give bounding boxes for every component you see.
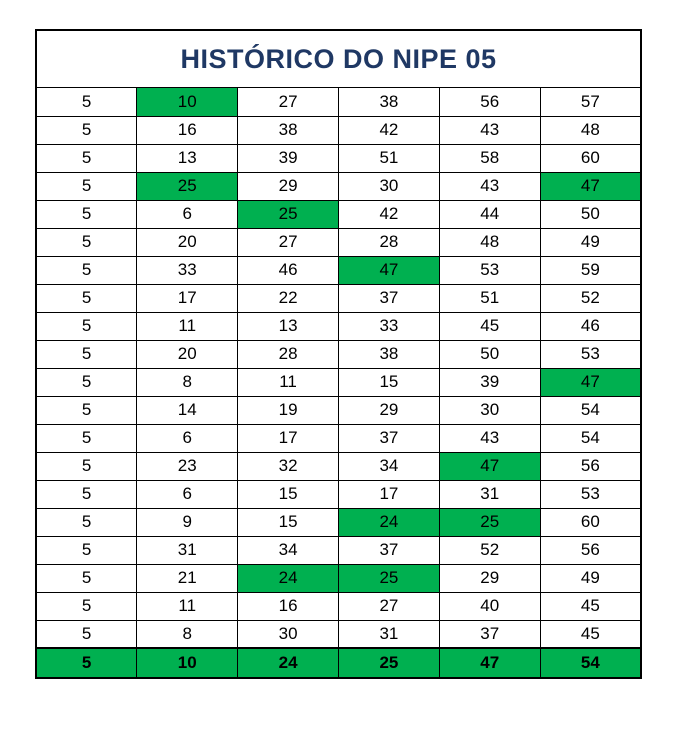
table-cell[interactable]: 17: [338, 480, 439, 508]
table-row: [36, 88, 641, 116]
total-cell[interactable]: 54: [540, 648, 641, 678]
table-cell[interactable]: 33: [137, 256, 238, 284]
table-cell[interactable]: 42: [338, 200, 439, 228]
table-row: [36, 536, 641, 564]
total-row: [36, 648, 641, 678]
table-row: [36, 228, 641, 256]
table-cell[interactable]: 37: [338, 536, 439, 564]
table-cell[interactable]: 34: [338, 452, 439, 480]
table-cell[interactable]: 5: [36, 452, 137, 480]
table-cell[interactable]: 52: [439, 536, 540, 564]
table-cell[interactable]: 14: [137, 396, 238, 424]
table-cell[interactable]: 5: [36, 620, 137, 648]
table-cell[interactable]: 5: [36, 312, 137, 340]
table-cell[interactable]: 16: [238, 592, 339, 620]
table-cell[interactable]: 5: [36, 396, 137, 424]
table-cell[interactable]: 17: [137, 284, 238, 312]
highlighted-cell[interactable]: 10: [137, 88, 238, 116]
table-cell[interactable]: 54: [540, 424, 641, 452]
table-cell[interactable]: 50: [540, 200, 641, 228]
table-cell[interactable]: 52: [540, 284, 641, 312]
table-cell[interactable]: 39: [439, 368, 540, 396]
table-row: [36, 284, 641, 312]
table-cell[interactable]: 19: [238, 396, 339, 424]
table-cell[interactable]: 54: [540, 396, 641, 424]
table-cell[interactable]: 29: [439, 564, 540, 592]
highlighted-cell[interactable]: 24: [338, 508, 439, 536]
history-table: [35, 88, 642, 679]
table-cell[interactable]: 5: [36, 592, 137, 620]
highlighted-cell[interactable]: 47: [439, 452, 540, 480]
table-cell[interactable]: 37: [338, 424, 439, 452]
highlighted-cell[interactable]: 24: [238, 564, 339, 592]
table-cell[interactable]: 37: [439, 620, 540, 648]
table-cell[interactable]: 49: [540, 564, 641, 592]
table-row: [36, 396, 641, 424]
table-cell[interactable]: 29: [338, 396, 439, 424]
total-cell[interactable]: 24: [238, 648, 339, 678]
total-cell[interactable]: 10: [137, 648, 238, 678]
highlighted-cell[interactable]: 25: [439, 508, 540, 536]
table-cell[interactable]: 28: [338, 228, 439, 256]
table-cell[interactable]: 42: [338, 116, 439, 144]
highlighted-cell[interactable]: 47: [338, 256, 439, 284]
table-cell[interactable]: 8: [137, 368, 238, 396]
table-cell[interactable]: 29: [238, 172, 339, 200]
table-cell[interactable]: 45: [540, 592, 641, 620]
spreadsheet: [35, 29, 642, 679]
table-cell[interactable]: 48: [540, 116, 641, 144]
table-cell[interactable]: 43: [439, 116, 540, 144]
table-cell[interactable]: 28: [238, 340, 339, 368]
table-cell[interactable]: 5: [36, 256, 137, 284]
total-cell[interactable]: 5: [36, 648, 137, 678]
table-cell[interactable]: 34: [238, 536, 339, 564]
table-cell[interactable]: 46: [540, 312, 641, 340]
table-cell[interactable]: 57: [540, 88, 641, 116]
table-cell[interactable]: 20: [137, 340, 238, 368]
table-cell[interactable]: 30: [439, 396, 540, 424]
table-cell[interactable]: 40: [439, 592, 540, 620]
table-row: [36, 144, 641, 172]
table-cell[interactable]: 50: [439, 340, 540, 368]
highlighted-cell[interactable]: 25: [137, 172, 238, 200]
highlighted-cell[interactable]: 25: [338, 564, 439, 592]
table-cell[interactable]: 31: [338, 620, 439, 648]
highlighted-cell[interactable]: 25: [238, 200, 339, 228]
table-cell[interactable]: 38: [338, 340, 439, 368]
table-row: [36, 592, 641, 620]
table-cell[interactable]: 5: [36, 284, 137, 312]
table-cell[interactable]: 13: [137, 144, 238, 172]
table-cell[interactable]: 16: [137, 116, 238, 144]
table-cell[interactable]: 56: [540, 452, 641, 480]
table-cell[interactable]: 49: [540, 228, 641, 256]
table-cell[interactable]: 46: [238, 256, 339, 284]
table-row: [36, 620, 641, 648]
table-cell[interactable]: 5: [36, 536, 137, 564]
table-cell[interactable]: 5: [36, 228, 137, 256]
table-cell[interactable]: 27: [338, 592, 439, 620]
table-cell[interactable]: 48: [439, 228, 540, 256]
table-cell[interactable]: 5: [36, 144, 137, 172]
table-cell[interactable]: 5: [36, 424, 137, 452]
table-cell[interactable]: 31: [439, 480, 540, 508]
table-cell[interactable]: 39: [238, 144, 339, 172]
table-row: [36, 256, 641, 284]
table-cell[interactable]: 5: [36, 200, 137, 228]
table-cell[interactable]: 6: [137, 424, 238, 452]
total-cell[interactable]: 25: [338, 648, 439, 678]
table-cell[interactable]: 59: [540, 256, 641, 284]
table-cell[interactable]: 56: [540, 536, 641, 564]
table-cell[interactable]: 58: [439, 144, 540, 172]
highlighted-cell[interactable]: 47: [540, 172, 641, 200]
table-cell[interactable]: 5: [36, 564, 137, 592]
table-cell[interactable]: 8: [137, 620, 238, 648]
table-row: [36, 368, 641, 396]
table-cell[interactable]: 13: [238, 312, 339, 340]
table-row: [36, 424, 641, 452]
table-cell[interactable]: 15: [338, 368, 439, 396]
table-cell[interactable]: 11: [238, 368, 339, 396]
table-cell[interactable]: 11: [137, 592, 238, 620]
table-row: [36, 564, 641, 592]
table-row: [36, 480, 641, 508]
table-row: [36, 452, 641, 480]
table-cell[interactable]: 22: [238, 284, 339, 312]
table-cell[interactable]: 27: [238, 88, 339, 116]
table-cell[interactable]: 43: [439, 172, 540, 200]
table-row: [36, 508, 641, 536]
table-cell[interactable]: 45: [439, 312, 540, 340]
table-cell[interactable]: 5: [36, 172, 137, 200]
table-cell[interactable]: 60: [540, 144, 641, 172]
table-cell[interactable]: 5: [36, 88, 137, 116]
table-row: [36, 172, 641, 200]
table-row: [36, 116, 641, 144]
table-cell[interactable]: 45: [540, 620, 641, 648]
table-cell[interactable]: 53: [540, 340, 641, 368]
table-cell[interactable]: 5: [36, 480, 137, 508]
sheet-title: HISTÓRICO DO NIPE 05: [35, 29, 642, 88]
table-cell[interactable]: 21: [137, 564, 238, 592]
table-cell[interactable]: 23: [137, 452, 238, 480]
table-cell[interactable]: 5: [36, 116, 137, 144]
table-cell[interactable]: 30: [238, 620, 339, 648]
table-cell[interactable]: 60: [540, 508, 641, 536]
table-cell[interactable]: 9: [137, 508, 238, 536]
table-cell[interactable]: 53: [540, 480, 641, 508]
table-cell[interactable]: 15: [238, 508, 339, 536]
table-cell[interactable]: 6: [137, 200, 238, 228]
table-cell[interactable]: 11: [137, 312, 238, 340]
highlighted-cell[interactable]: 47: [540, 368, 641, 396]
table-cell[interactable]: 53: [439, 256, 540, 284]
table-cell[interactable]: 31: [137, 536, 238, 564]
table-body: [36, 88, 641, 678]
table-cell[interactable]: 27: [238, 228, 339, 256]
total-cell[interactable]: 47: [439, 648, 540, 678]
table-row: [36, 200, 641, 228]
table-cell[interactable]: 5: [36, 340, 137, 368]
table-cell[interactable]: 56: [439, 88, 540, 116]
table-cell[interactable]: 37: [338, 284, 439, 312]
table-cell[interactable]: 43: [439, 424, 540, 452]
table-cell[interactable]: 44: [439, 200, 540, 228]
table-cell[interactable]: 51: [439, 284, 540, 312]
table-cell[interactable]: 17: [238, 424, 339, 452]
table-row: [36, 312, 641, 340]
table-row: [36, 340, 641, 368]
table-cell[interactable]: 38: [238, 116, 339, 144]
table-cell[interactable]: 33: [338, 312, 439, 340]
table-cell[interactable]: 32: [238, 452, 339, 480]
table-cell[interactable]: 20: [137, 228, 238, 256]
table-cell[interactable]: 6: [137, 480, 238, 508]
table-cell[interactable]: 30: [338, 172, 439, 200]
table-cell[interactable]: 15: [238, 480, 339, 508]
table-cell[interactable]: 51: [338, 144, 439, 172]
table-cell[interactable]: 5: [36, 368, 137, 396]
table-cell[interactable]: 5: [36, 508, 137, 536]
table-cell[interactable]: 38: [338, 88, 439, 116]
